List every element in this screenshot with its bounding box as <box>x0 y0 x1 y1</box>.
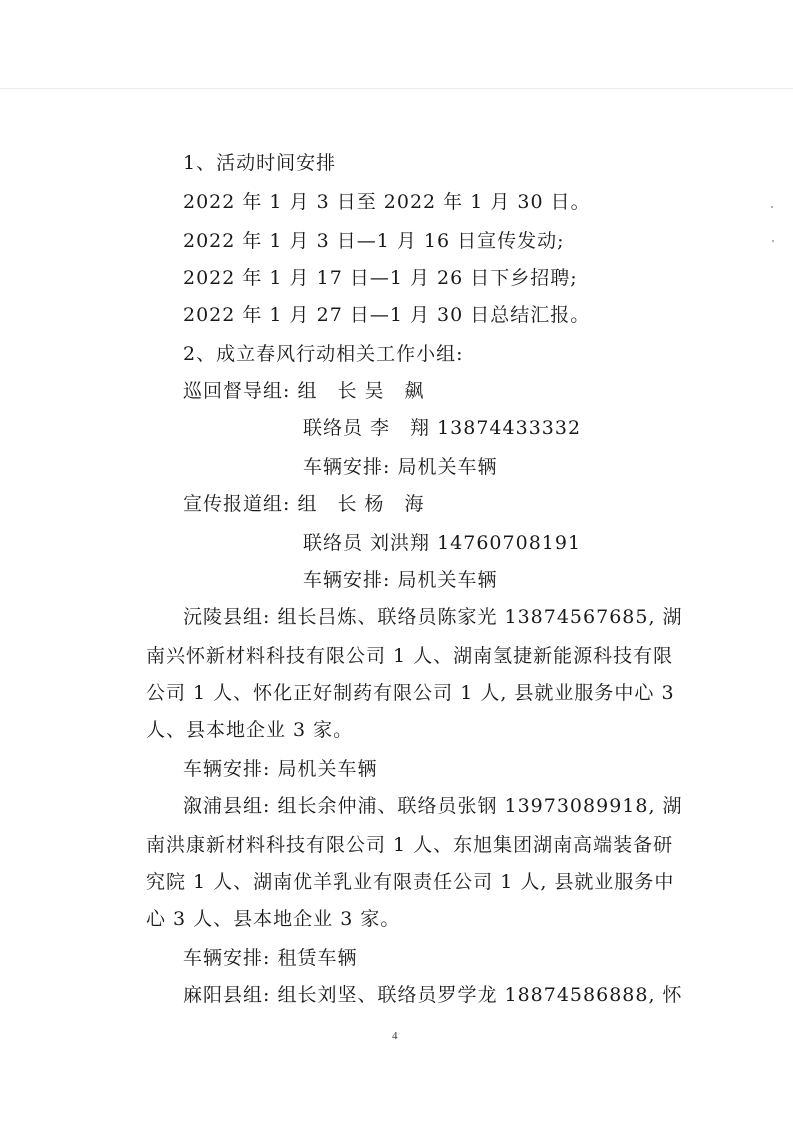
paragraph-line: 人、县本地企业 3 家。 <box>146 719 354 741</box>
paragraph-line: 溆浦县组: 组长余仲浦、联络员张钢 13973089918, 湖 <box>183 795 683 817</box>
contact-line: 联络员 刘洪翔 14760708191 <box>303 532 582 554</box>
vehicle-line: 车辆安排: 局机关车辆 <box>183 758 378 780</box>
vehicle-line: 车辆安排: 局机关车辆 <box>303 569 498 591</box>
section-heading-schedule: 1、活动时间安排 <box>183 152 337 174</box>
paragraph-line: 南兴怀新材料科技有限公司 1 人、湖南氢捷新能源科技有限 <box>146 645 674 667</box>
contact-line: 联络员 李 翔 13874433332 <box>303 417 582 439</box>
group-line: 宣传报道组: 组 长 杨 海 <box>183 493 425 515</box>
paragraph-line: 沅陵县组: 组长吕炼、联络员陈家光 13874567685, 湖 <box>183 606 683 628</box>
schedule-line: 2022 年 1 月 27 日—1 月 30 日总结汇报。 <box>183 304 591 326</box>
scan-speck <box>772 240 774 242</box>
section-heading-groups: 2、成立春风行动相关工作小组: <box>183 343 464 365</box>
paragraph-line: 心 3 人、县本地企业 3 家。 <box>146 908 401 930</box>
paragraph-line: 究院 1 人、湖南优羊乳业有限责任公司 1 人, 县就业服务中 <box>146 871 675 893</box>
schedule-line: 2022 年 1 月 3 日—1 月 16 日宣传发动; <box>183 230 565 252</box>
scan-speck <box>771 206 773 208</box>
paragraph-line: 麻阳县组: 组长刘坚、联络员罗学龙 18874586888, 怀 <box>183 984 683 1006</box>
schedule-line: 2022 年 1 月 3 日至 2022 年 1 月 30 日。 <box>183 191 591 213</box>
vehicle-line: 车辆安排: 局机关车辆 <box>303 456 498 478</box>
scan-edge-line <box>0 88 793 89</box>
vehicle-line: 车辆安排: 租赁车辆 <box>183 947 358 969</box>
page-number: 4 <box>392 1030 398 1042</box>
paragraph-line: 南洪康新材料科技有限公司 1 人、东旭集团湖南高端装备研 <box>146 834 674 856</box>
group-line: 巡回督导组: 组 长 吴 飙 <box>183 380 425 402</box>
paragraph-line: 公司 1 人、怀化正好制药有限公司 1 人, 县就业服务中心 3 <box>146 682 675 704</box>
schedule-line: 2022 年 1 月 17 日—1 月 26 日下乡招聘; <box>183 267 578 289</box>
